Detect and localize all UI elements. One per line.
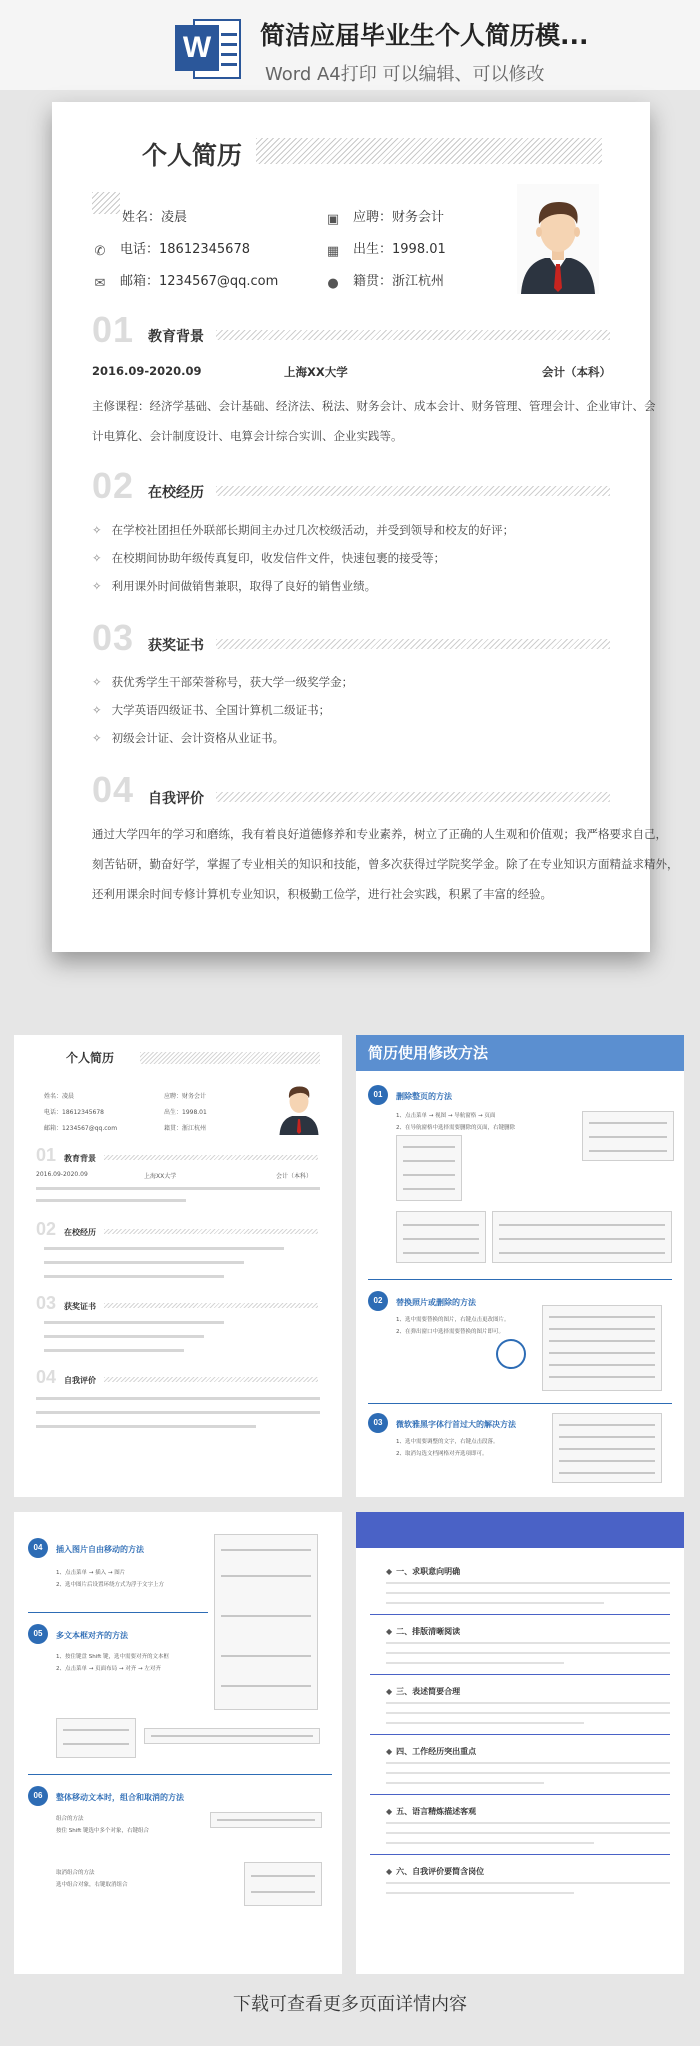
resume-title: 个人简历: [142, 141, 243, 170]
thumb-section-title: 获奖证书: [64, 1302, 96, 1311]
thumb-info-birth: 出生：1998.01: [164, 1109, 207, 1116]
evaluation-line: 通过大学四年的学习和磨练，我有着良好道德修养和专业素养，树立了正确的人生观和价值观；我严格要求自己，: [92, 827, 667, 841]
tips-header-bar: [356, 1512, 684, 1548]
profile-photo: [517, 184, 599, 294]
award-item: ✧ 大学英语四级证书、全国计算机二级证书；: [92, 702, 330, 718]
guide-step: 组合的方法: [56, 1816, 84, 1822]
thumb-section-title: 在校经历: [64, 1228, 96, 1237]
target-icon: [496, 1339, 526, 1369]
guide-item-title: 整体移动文本时，组合和取消的方法: [56, 1793, 184, 1802]
guide-item-title: 替换照片或删除的方法: [396, 1298, 476, 1307]
section-number-02: 02: [92, 465, 135, 506]
section-hatch: [216, 792, 610, 802]
guide-item-title: 微软雅黑字体行首过大的解决方法: [396, 1420, 516, 1429]
thumb-edu-school: 上海XX大学: [144, 1173, 177, 1180]
thumb-info-hometown: 籍贯：浙江杭州: [164, 1125, 207, 1132]
info-birth: 出生：1998.01: [353, 242, 446, 257]
guide-item-title: 多文本框对齐的方法: [56, 1631, 128, 1640]
section-title-awards: 获奖证书: [148, 638, 204, 654]
edu-school: 上海XX大学: [284, 365, 348, 379]
tip-title: ◆ 六、自我评价要简含岗位: [386, 1866, 484, 1877]
edu-major: 会计（本科）: [542, 365, 611, 379]
evaluation-line: 还利用课余时间专修计算机专业知识，积极勤工俭学，进行社会实践，积累了丰富的经验。: [92, 887, 552, 901]
guide-step: 2、在导航窗格中选择需要删除的页面，右键删除: [396, 1125, 516, 1131]
info-phone: 电话：18612345678: [120, 242, 250, 257]
experience-item: ✧ 利用课外时间做销售兼职，取得了良好的销售业绩。: [92, 578, 376, 594]
guide-step: 2、选中图片后设置环绕方式为浮于文字上方: [56, 1582, 165, 1588]
info-name: 姓名：凌晨: [122, 210, 188, 225]
thumb-guide2-page: [14, 1512, 342, 1974]
banner-title: 简洁应届毕业生个人简历模...: [260, 21, 589, 50]
tip-title: ◆ 三、表述简要合理: [386, 1686, 460, 1697]
section-number-03: 03: [92, 617, 135, 658]
guide-badge: 01: [368, 1085, 388, 1105]
thumb-section-number: 01: [36, 1145, 57, 1165]
info-email: 邮箱：1234567@qq.com: [120, 274, 279, 289]
guide-step: 选中组合对象，右键取消组合: [56, 1882, 128, 1888]
section-title-experience: 在校经历: [148, 485, 204, 501]
thumb-info-phone: 电话：18612345678: [44, 1109, 104, 1116]
guide-step: 1、选中需要调整的文字，右键点击段落。: [396, 1439, 499, 1445]
section-hatch: [216, 330, 610, 340]
guide-badge: 04: [28, 1538, 48, 1558]
thumb-section-title: 教育背景: [64, 1154, 96, 1163]
guide-menu-screenshot: [396, 1135, 462, 1201]
guide-step: 取消组合的方法: [56, 1870, 95, 1876]
edu-courses-line2: 计电算化、会计制度设计、电算会计综合实训、企业实践等。: [92, 429, 403, 443]
section-number-01: 01: [92, 309, 135, 350]
guide-step: 1、选中需要替换的图片，右键点击更改图片。: [396, 1317, 510, 1323]
footer-more-pages: 下载可查看更多页面详情内容: [233, 1994, 467, 2015]
thumb-info-position: 应聘：财务会计: [164, 1093, 207, 1100]
guide-badge: 06: [28, 1786, 48, 1806]
guide-badge: 03: [368, 1413, 388, 1433]
guide-step: 1、点击菜单 → 插入 → 图片: [56, 1570, 126, 1576]
thumb-section-number: 03: [36, 1293, 57, 1313]
guide-step: 2、在弹出窗口中选择需要替换的图片即可。: [396, 1329, 505, 1335]
info-position: 应聘：财务会计: [353, 210, 445, 225]
tip-title: ◆ 二、排版清晰阅读: [386, 1626, 460, 1637]
section-hatch: [216, 486, 610, 496]
guide-badge: 02: [368, 1291, 388, 1311]
guide-step: 按住 Shift 键选中多个对象，右键组合: [56, 1828, 149, 1834]
mail-icon: ✉: [94, 276, 106, 291]
guide-step: 1、点击菜单 → 视图 → 导航窗格 → 页面: [396, 1113, 496, 1119]
edu-period: 2016.09-2020.09: [92, 364, 202, 378]
tip-title: ◆ 五、语言精炼描述客观: [386, 1806, 476, 1817]
calendar-icon: ▦: [326, 244, 340, 259]
thumb-profile-photo: [276, 1077, 322, 1135]
word-icon: [175, 17, 243, 81]
thumb-guide-page: [356, 1035, 684, 1497]
briefcase-icon: ▣: [326, 212, 340, 227]
thumb-section-number: 04: [36, 1367, 57, 1387]
award-item: ✧ 初级会计证、会计资格从业证书。: [92, 730, 284, 746]
thumb-section-number: 02: [36, 1219, 57, 1239]
phone-icon: ✆: [94, 244, 106, 259]
edu-courses-line1: 主修课程：经济学基础、会计基础、经济法、税法、财务会计、成本会计、财务管理、管理会计、企业审计、会: [92, 399, 656, 413]
guide-heading: 简历使用修改方法: [356, 1035, 684, 1071]
award-item: ✧ 获优秀学生干部荣誉称号，获大学一级奖学金；: [92, 674, 353, 690]
thumb-resume-page: [14, 1035, 342, 1497]
experience-item: ✧ 在学校社团担任外联部长期间主办过几次校级活动，并受到领导和校友的好评；: [92, 522, 514, 538]
thumb-info-email: 邮箱：1234567@qq.com: [44, 1125, 118, 1132]
section-title-evaluation: 自我评价: [148, 791, 204, 807]
banner-subtitle: Word A4打印 可以编辑、可以修改: [265, 64, 545, 85]
banner: [0, 0, 700, 90]
guide-step: 2、取消勾选文档网格对齐选项即可。: [396, 1451, 488, 1457]
thumb-resume-title: 个人简历: [66, 1051, 115, 1065]
thumb-section-title: 自我评价: [64, 1376, 96, 1385]
guide-item-title: 插入图片自由移动的方法: [56, 1545, 144, 1554]
thumb-edu-major: 会计（本科）: [276, 1173, 313, 1180]
guide-step: 1、按住键盘 Shift 键，选中需要对齐的文本框: [56, 1654, 169, 1660]
guide-step: 2、点击菜单 → 页面布局 → 对齐 → 左对齐: [56, 1666, 161, 1672]
section-title-education: 教育背景: [148, 329, 204, 345]
location-icon: ●: [327, 276, 339, 291]
section-hatch: [216, 639, 610, 649]
tip-title: ◆ 四、工作经历突出重点: [386, 1746, 476, 1757]
experience-item: ✧ 在校期间协助年级传真复印，收发信件文件，快速包裹的接受等；: [92, 550, 445, 566]
thumb-info-name: 姓名：凌晨: [44, 1093, 75, 1100]
section-number-04: 04: [92, 769, 135, 810]
title-hatch-bar: [256, 138, 602, 164]
guide-badge: 05: [28, 1624, 48, 1644]
info-hometown: 籍贯：浙江杭州: [353, 274, 445, 289]
thumb-tips-page: [356, 1512, 684, 1974]
word-logo-letter: W: [175, 25, 219, 71]
evaluation-line: 刻苦钻研，勤奋好学，掌握了专业相关的知识和技能，曾多次获得过学院奖学金。除了在专业知识方面精益求精外，: [92, 857, 679, 871]
resume-page: [52, 102, 679, 952]
tip-title: ◆ 一、求职意向明确: [386, 1566, 460, 1577]
thumb-edu-period: 2016.09-2020.09: [36, 1171, 88, 1178]
guide-item-title: 删除整页的方法: [396, 1092, 452, 1101]
